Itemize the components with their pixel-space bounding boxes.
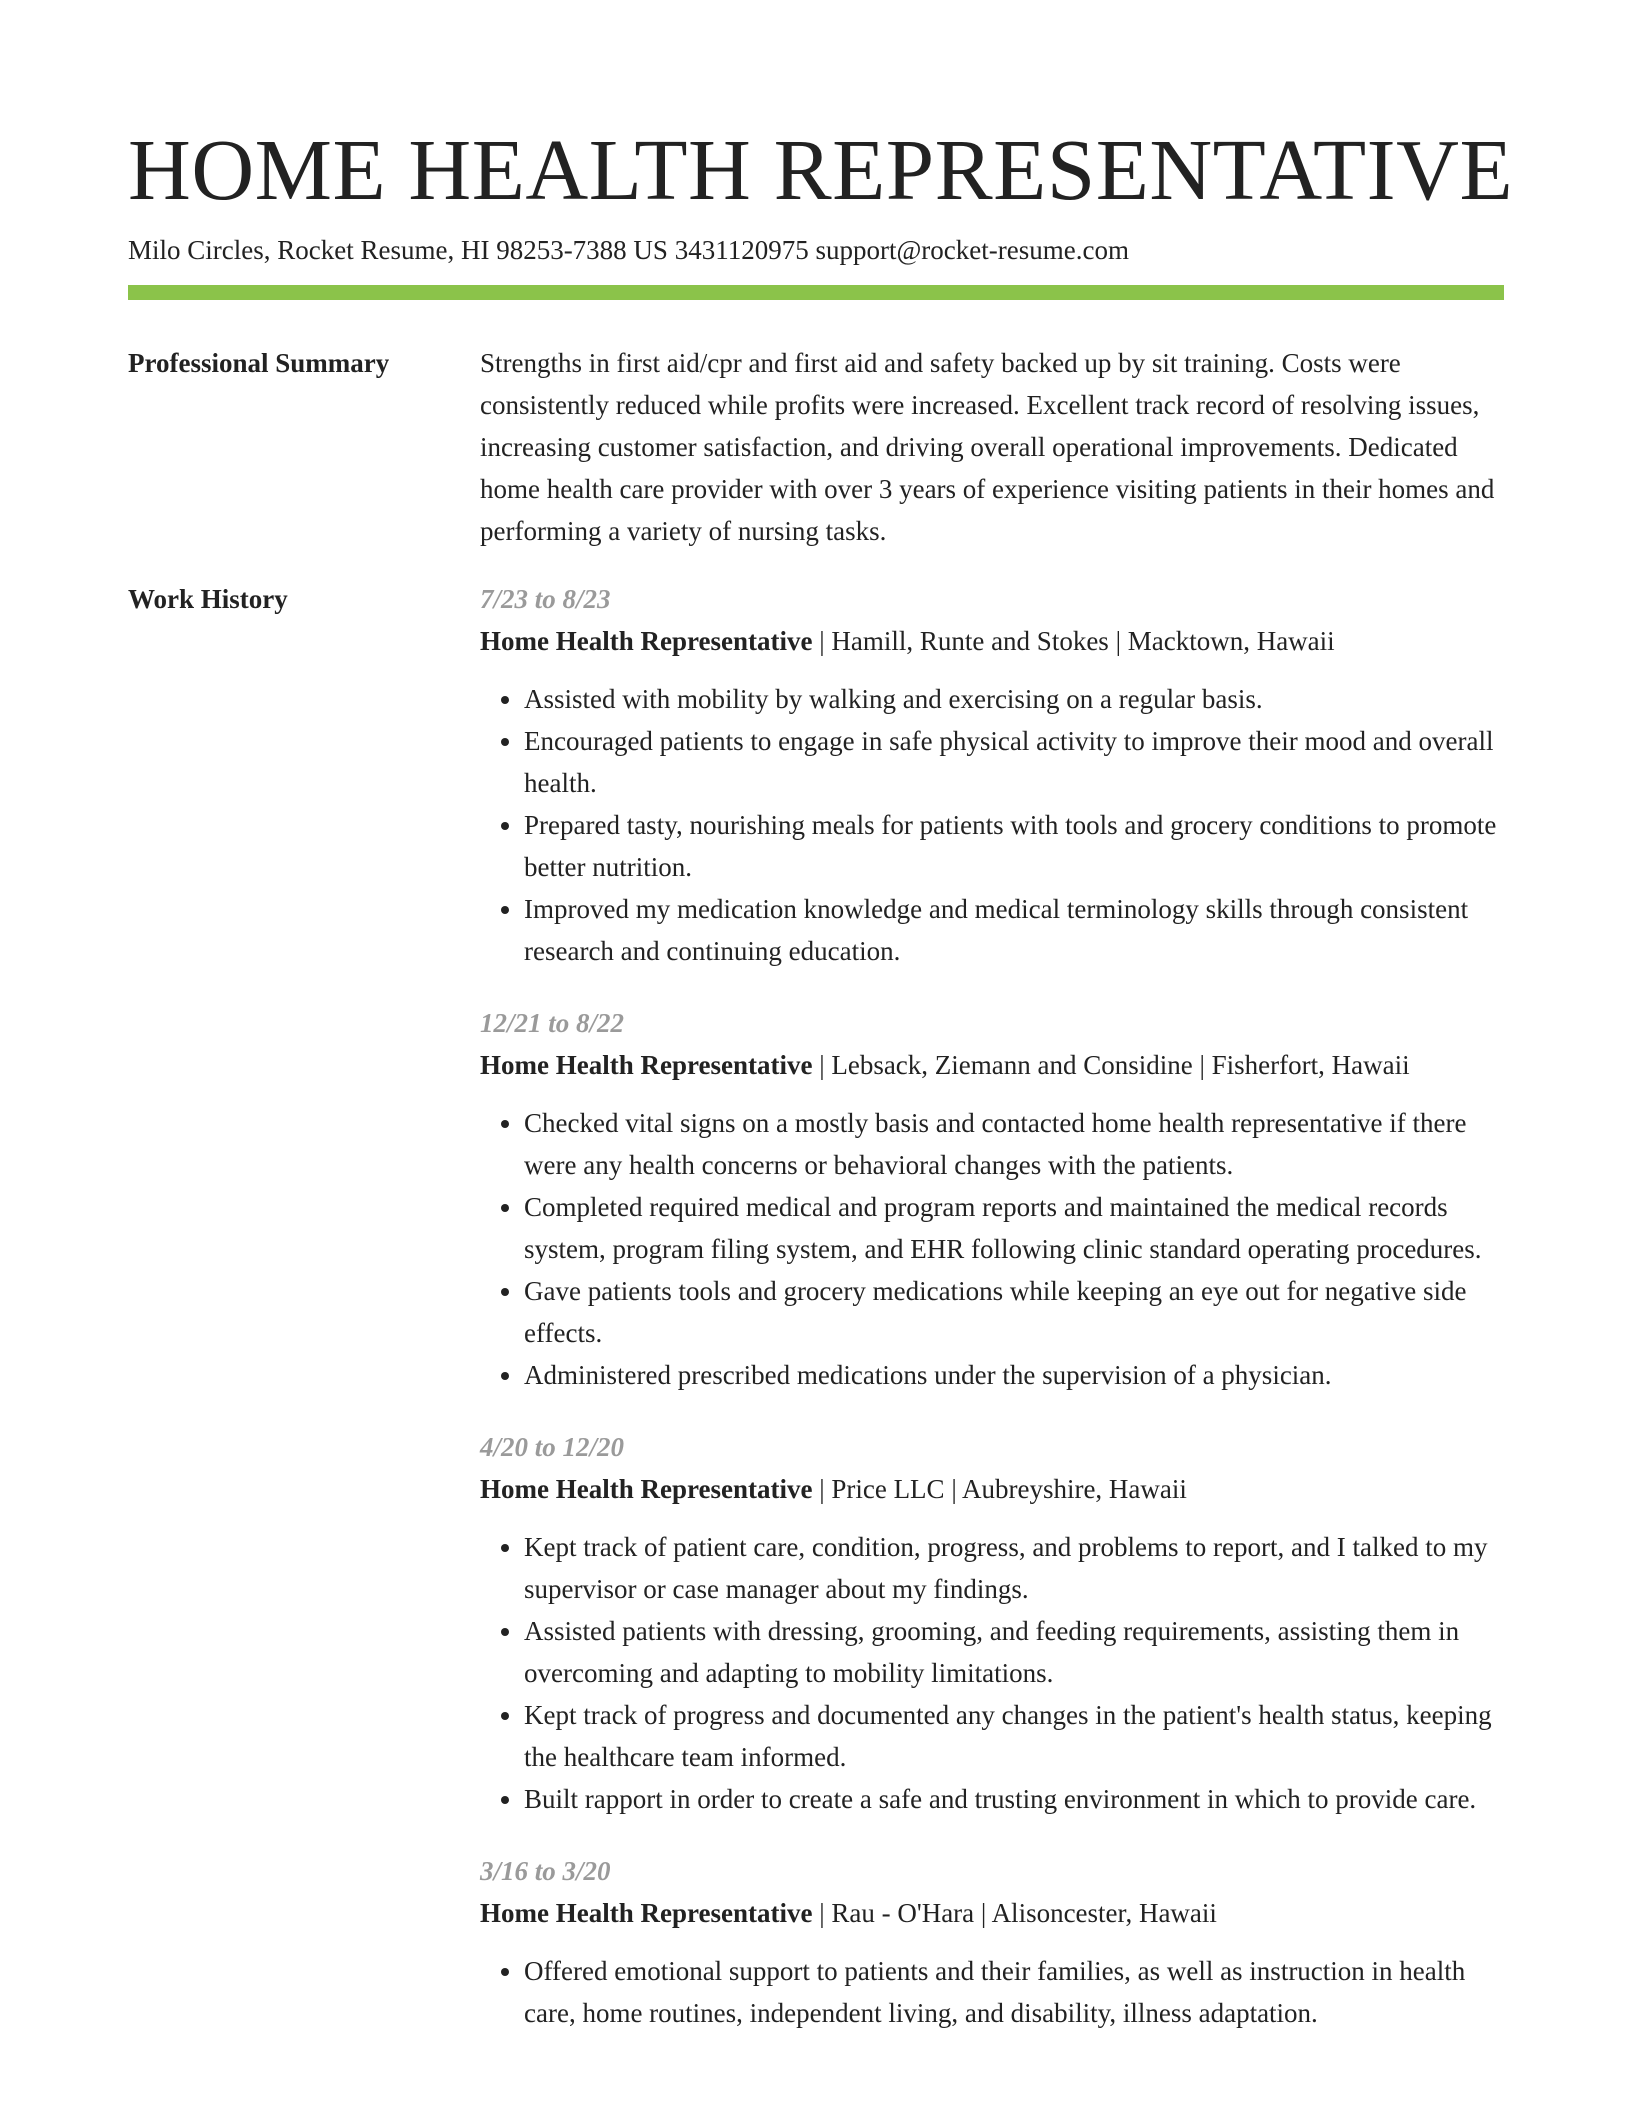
job-date: 7/23 to 8/23 bbox=[480, 584, 611, 614]
job-header bbox=[480, 1044, 1504, 1086]
job-header bbox=[480, 1468, 1504, 1510]
contact-info: Milo Circles, Rocket Resume, HI 98253-7388 US 3431120975 support@rocket-resume.com bbox=[128, 235, 1129, 265]
job-bullets bbox=[480, 1102, 1504, 1396]
job-bullet: • Built rapport in order to create a safe and trusting environment in which to provide care. bbox=[524, 1778, 1504, 1820]
professional-summary-section bbox=[128, 342, 1504, 552]
job-entry bbox=[480, 578, 1504, 972]
section-heading-work-history: Work History bbox=[128, 584, 288, 614]
job-bullet: • Kept track of patient care, condition, progress, and problems to report, and I talked to my supervisor or case manager about my findings. bbox=[524, 1526, 1504, 1610]
summary-body bbox=[480, 342, 1504, 552]
job-bullet: • Checked vital signs on a mostly basis and contacted home health representative if there were any health concerns or behavioral changes with the patients. bbox=[524, 1102, 1504, 1186]
job-header bbox=[480, 620, 1504, 662]
job-date: 3/16 to 3/20 bbox=[480, 1856, 611, 1886]
job-entry bbox=[480, 1850, 1504, 2034]
accent-divider bbox=[128, 285, 1504, 300]
job-bullets bbox=[480, 678, 1504, 972]
work-history-section bbox=[128, 578, 1504, 2064]
job-date: 12/21 to 8/22 bbox=[480, 1008, 625, 1038]
resume-page bbox=[128, 0, 1514, 2064]
job-title: Home Health Representative bbox=[480, 1474, 813, 1504]
job-header bbox=[480, 1892, 1504, 1934]
job-entry bbox=[480, 1002, 1504, 1396]
job-bullet: • Assisted with mobility by walking and exercising on a regular basis. bbox=[524, 678, 1504, 720]
job-date: 4/20 to 12/20 bbox=[480, 1432, 625, 1462]
job-bullets bbox=[480, 1526, 1504, 1820]
job-title: Home Health Representative bbox=[480, 1898, 813, 1928]
work-history-body bbox=[480, 578, 1504, 2064]
job-bullet: • Assisted patients with dressing, grooming, and feeding requirements, assisting them in overcoming and adapting to mobility limitations. bbox=[524, 1610, 1504, 1694]
job-bullets bbox=[480, 1950, 1504, 2034]
section-heading-summary: Professional Summary bbox=[128, 348, 390, 378]
resume-title: HOME HEALTH REPRESENTATIVE bbox=[128, 121, 1514, 218]
job-bullet: • Encouraged patients to engage in safe physical activity to improve their mood and overall health. bbox=[524, 720, 1504, 804]
job-bullet: • Completed required medical and program reports and maintained the medical records system, program filing system, and EHR following clinic standard operating procedures. bbox=[524, 1186, 1504, 1270]
summary-text: Strengths in first aid/cpr and first aid and safety backed up by sit training. Costs were consistently reduced while profits were increased. Excellent track record of resolving issues, increasing customer satisfaction, and driving overall operational improvements. Dedicated home health care provider with over 3 years of experience visiting patients in their homes and performing a variety of nursing tasks. bbox=[480, 348, 1495, 546]
job-details: | Hamill, Runte and Stokes | Macktown, Hawaii bbox=[812, 626, 1335, 656]
job-details: | Rau - O'Hara | Alisoncester, Hawaii bbox=[812, 1898, 1217, 1928]
job-title: Home Health Representative bbox=[480, 626, 813, 656]
job-bullet: • Offered emotional support to patients and their families, as well as instruction in health care, home routines, independent living, and disability, illness adaptation. bbox=[524, 1950, 1504, 2034]
job-title: Home Health Representative bbox=[480, 1050, 813, 1080]
job-entry bbox=[480, 1426, 1504, 1820]
job-bullet: • Kept track of progress and documented any changes in the patient's health status, keeping the healthcare team informed. bbox=[524, 1694, 1504, 1778]
job-bullet: • Administered prescribed medications under the supervision of a physician. bbox=[524, 1354, 1504, 1396]
job-bullet: • Prepared tasty, nourishing meals for patients with tools and grocery conditions to promote better nutrition. bbox=[524, 804, 1504, 888]
job-bullet: • Improved my medication knowledge and medical terminology skills through consistent research and continuing education. bbox=[524, 888, 1504, 972]
job-bullet: • Gave patients tools and grocery medications while keeping an eye out for negative side effects. bbox=[524, 1270, 1504, 1354]
job-details: | Price LLC | Aubreyshire, Hawaii bbox=[812, 1474, 1187, 1504]
job-details: | Lebsack, Ziemann and Considine | Fisherfort, Hawaii bbox=[812, 1050, 1410, 1080]
